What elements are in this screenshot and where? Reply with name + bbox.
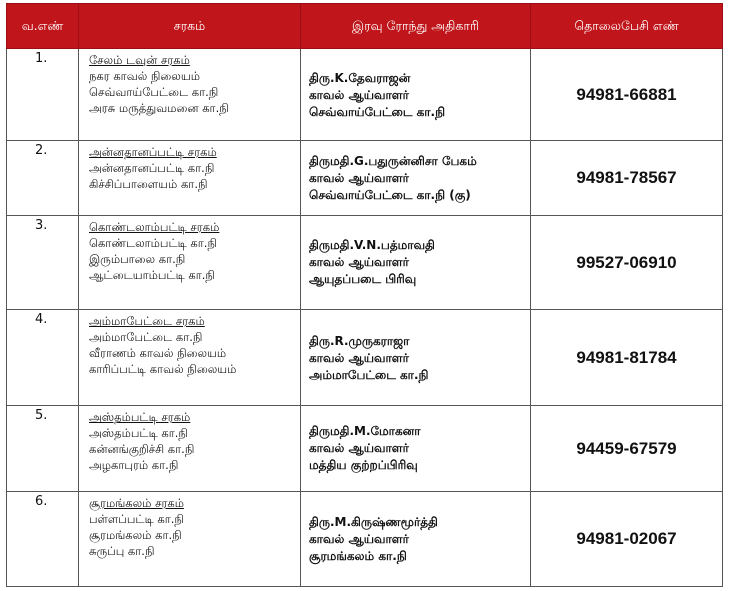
zone-cell <box>79 141 301 215</box>
station-name: கொண்டலாம்பட்டி கா.நி <box>89 235 217 250</box>
header-phone-number: தொலைபேசி எண் <box>531 4 723 49</box>
zone-title: கொண்டலாம்பட்டி சரகம் <box>89 219 220 234</box>
station-name: நகர காவல் நிலையம் <box>89 69 200 83</box>
station-name: பள்ளப்பட்டி கா.நி <box>89 511 184 526</box>
zone-title: அன்னதானப்பட்டி சரகம் <box>89 145 217 160</box>
zone-title: சூரமங்கலம் சரகம் <box>89 495 185 510</box>
officer-name: திருமதி.V.N.பத்மாவதி <box>309 238 435 253</box>
officer-name: திரு.M.கிருஷ்ணமூர்த்தி <box>309 514 438 529</box>
officer-station: மத்திய குற்றப்பிரிவு <box>309 458 418 473</box>
zone-title: அம்மாபேட்டை சரகம் <box>89 313 205 328</box>
station-name: அஸ்தம்பட்டி கா.நி <box>89 426 188 441</box>
serial-no: 4. <box>7 309 79 405</box>
officer-rank: காவல் ஆய்வாளர் <box>309 170 409 185</box>
station-name: சுருப்பு கா.நி <box>89 543 155 558</box>
phone-number: 99527-06910 <box>531 215 723 309</box>
station-name: அரசு மருத்துவமனை கா.நி <box>89 101 229 115</box>
station-name: செவ்வாய்பேட்டை கா.நி <box>89 85 219 99</box>
zone-cell <box>79 49 301 141</box>
officer-cell <box>301 215 531 309</box>
station-name: ஆட்டையாம்பட்டி கா.நி <box>89 267 215 282</box>
officer-name: திரு.K.தேவராஜன் <box>309 70 411 85</box>
zone-cell <box>79 215 301 309</box>
zone-title: சேலம் டவுன் சரகம் <box>89 53 190 67</box>
serial-no: 6. <box>7 491 79 586</box>
station-name: கிச்சிப்பாளையம் கா.நி <box>89 177 208 192</box>
serial-no: 2. <box>7 141 79 215</box>
officer-cell <box>301 49 531 141</box>
officer-name: திருமதி.M.மோகனா <box>309 424 421 439</box>
officer-station: செவ்வாய்பேட்டை கா.நி <box>309 104 446 119</box>
phone-number: 94459-67579 <box>531 406 723 491</box>
officer-station: ஆயுதப்படை பிரிவு <box>309 272 417 287</box>
table-row <box>7 406 723 491</box>
table-row <box>7 141 723 215</box>
header-night-patrol-officer: இரவு ரோந்து அதிகாரி <box>301 4 531 49</box>
officer-rank: காவல் ஆய்வாளர் <box>309 87 409 102</box>
officer-cell <box>301 406 531 491</box>
table-row <box>7 491 723 586</box>
officer-rank: காவல் ஆய்வாளர் <box>309 255 409 270</box>
zone-cell <box>79 406 301 491</box>
officer-cell <box>301 141 531 215</box>
officer-cell <box>301 491 531 586</box>
officer-rank: காவல் ஆய்வாளர் <box>309 350 409 365</box>
header-serial-no: வ.எண் <box>7 4 79 49</box>
phone-number: 94981-78567 <box>531 141 723 215</box>
zone-cell <box>79 491 301 586</box>
table-row <box>7 49 723 141</box>
officer-rank: காவல் ஆய்வாளர் <box>309 531 409 546</box>
station-name: கன்னங்குறிச்சி கா.நி <box>89 442 195 457</box>
officer-station: செவ்வாய்பேட்டை கா.நி (கு) <box>309 187 471 202</box>
station-name: அன்னதானப்பட்டி கா.நி <box>89 161 215 176</box>
zone-cell <box>79 309 301 405</box>
station-name: அழகாபுரம் கா.நி <box>89 458 179 473</box>
phone-number: 94981-81784 <box>531 309 723 405</box>
table-header-row <box>7 4 723 49</box>
station-name: இரும்பாலை கா.நி <box>89 251 186 266</box>
serial-no: 5. <box>7 406 79 491</box>
serial-no: 1. <box>7 49 79 141</box>
table-row <box>7 309 723 405</box>
officer-station: சூரமங்கலம் கா.நி <box>309 548 407 563</box>
phone-number: 94981-66881 <box>531 49 723 141</box>
station-name: வீராணம் காவல் நிலையம் <box>89 345 227 360</box>
serial-no: 3. <box>7 215 79 309</box>
header-zone: சரகம் <box>79 4 301 49</box>
officer-name: திருமதி.G.பதுருன்னிசா பேகம் <box>309 153 477 168</box>
phone-number: 94981-02067 <box>531 491 723 586</box>
night-patrol-table <box>6 3 723 587</box>
officer-station: அம்மாபேட்டை கா.நி <box>309 367 429 382</box>
station-name: சூரமங்கலம் கா.நி <box>89 527 182 542</box>
officer-rank: காவல் ஆய்வாளர் <box>309 441 409 456</box>
zone-title: அஸ்தம்பட்டி சரகம் <box>89 410 191 425</box>
station-name: அம்மாபேட்டை கா.நி <box>89 329 203 344</box>
officer-cell <box>301 309 531 405</box>
station-name: காரிப்பட்டி காவல் நிலையம் <box>89 361 237 376</box>
officer-name: திரு.R.முருகராஜா <box>309 333 410 348</box>
table-row <box>7 215 723 309</box>
